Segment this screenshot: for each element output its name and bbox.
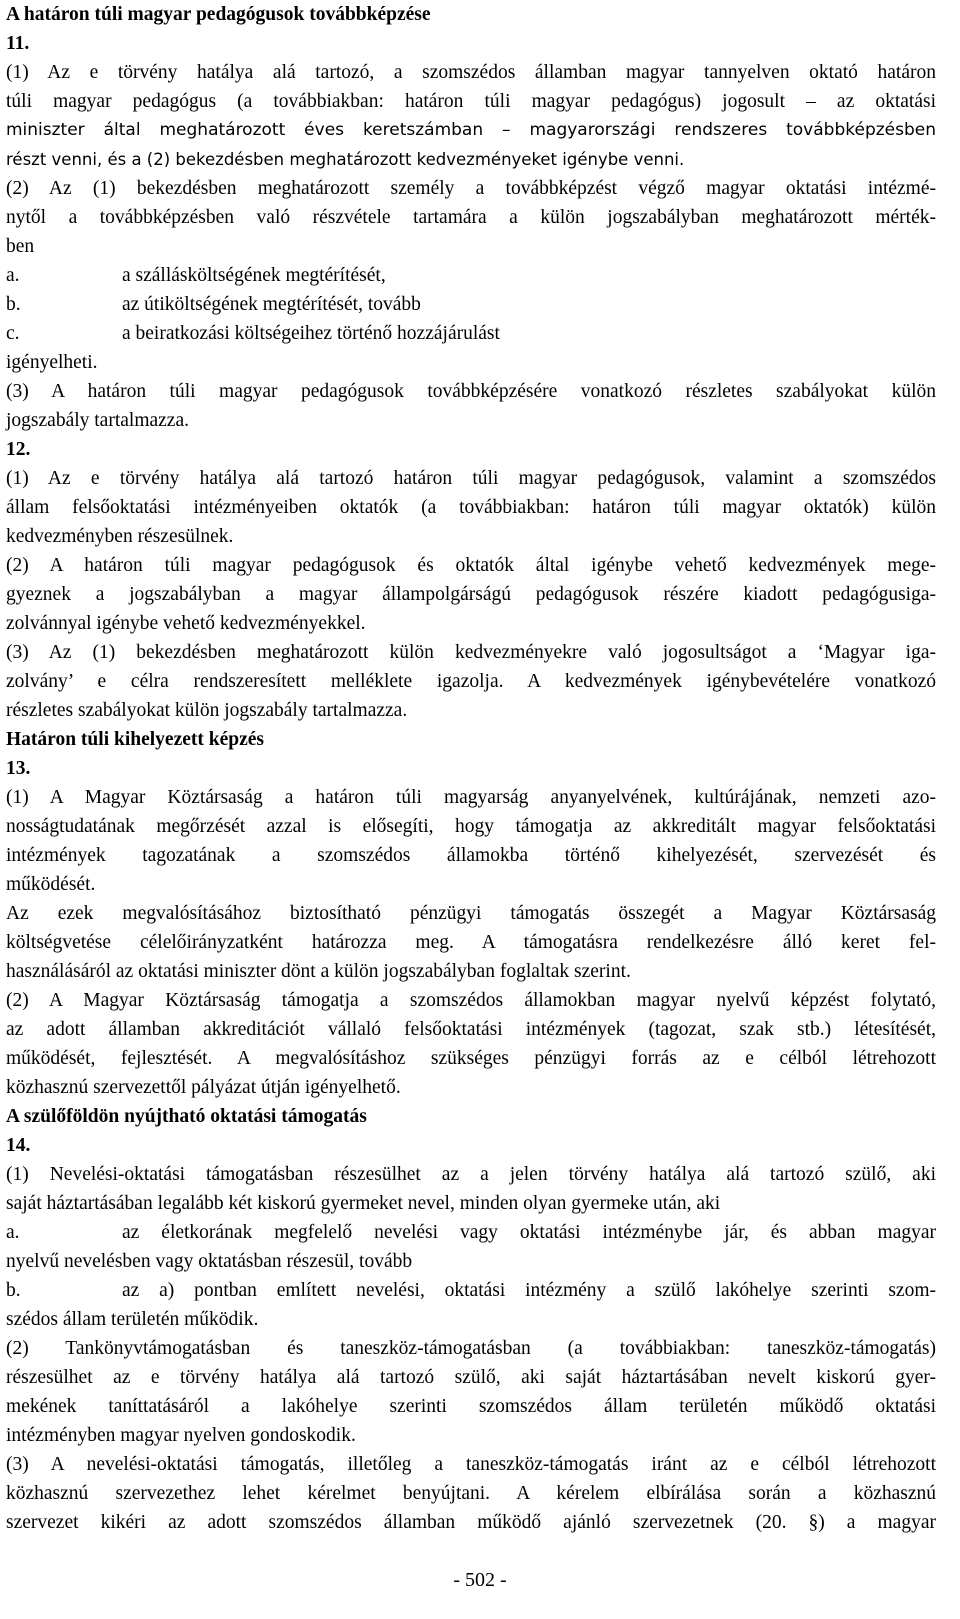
text-line: állam felsőoktatási intézményeiben oktatók (a továbbiakban: határon túli magyar oktatók) külön [6,497,936,518]
text-line: intézmények tagozatának a szomszédos államokba történő kihelyezését, szervezését és [6,845,936,866]
text-line: Az ezek megvalósításához biztosítható pénzügyi támogatás összegét a Magyar Köztársaság [6,903,936,924]
text-line: költségvetése célelőirányzatként határozza meg. A támogatásra rendelkezésre álló keret fel- [6,932,936,953]
text-line: (2) A határon túli magyar pedagógusok és oktatók által igénybe vehető kedvezmények mege- [6,555,936,576]
list-item-label: b. [6,1280,21,1301]
text-line: közhasznú szervezettől pályázat útján igényelhető. [6,1077,401,1098]
list-item [6,319,936,348]
text-line: igényelheti. [6,352,98,373]
text-line: (1) Az e törvény hatálya alá tartozó határon túli magyar pedagógusok, valamint a szomszédos [6,468,936,489]
section-heading: A szülőföldön nyújtható oktatási támogatás [6,1106,367,1127]
page-number: - 502 - [453,1569,507,1591]
text-line: részt venni, és a (2) bekezdésben meghatározott kedvezményeket igénybe venni. [6,150,685,169]
text-line: miniszter által meghatározott éves keretszámban – magyarországi rendszeres továbbképzésben [6,120,936,140]
list-item-continuation: szédos állam területén működik. [6,1309,259,1330]
text-line: (2) Tankönyvtámogatásban és taneszköz-támogatásban (a továbbiakban: taneszköz-támogatás) [6,1338,936,1359]
text-line: (1) Nevelési-oktatási támogatásban részesülhet az a jelen törvény hatálya alá tartozó szülő, aki [6,1164,936,1185]
text-line: kedvezményben részesülnek. [6,526,234,547]
list-item-continuation: nyelvű nevelésben vagy oktatásban részesül, tovább [6,1251,413,1272]
section-heading: A határon túli magyar pedagógusok továbbképzése [6,4,431,25]
list-item [6,290,936,319]
text-line: (2) A Magyar Köztársaság támogatja a szomszédos államokban magyar nyelvű képzést folytató, [6,990,936,1011]
list-item-label: b. [6,294,21,315]
list-item-text: a beiratkozási költségeihez történő hozzájárulást [122,323,500,344]
text-line: (1) A Magyar Köztársaság a határon túli magyarság anyanyelvének, kultúrájának, nemzeti azo- [6,787,936,808]
text-line: (3) A nevelési-oktatási támogatás, illetőleg a taneszköz-támogatás iránt az e célból létrehozott [6,1454,936,1475]
document-page [6,0,936,1537]
list-item-text: a szállásköltségének megtérítését, [122,265,386,286]
list-item [6,261,936,290]
text-line: mekének taníttatásáról a lakóhelye szerinti szomszédos állam területén működő oktatási [6,1396,936,1417]
text-line: intézményben magyar nyelven gondoskodik. [6,1425,356,1446]
text-line: (3) Az (1) bekezdésben meghatározott külön kedvezményekre való jogosultságot a ‘Magyar iga- [6,642,936,663]
list-item-text: az útiköltségének megtérítését, tovább [122,294,421,315]
list-item-label: a. [6,1222,20,1243]
text-line: használásáról az oktatási miniszter dönt a külön jogszabályban foglaltak szerint. [6,961,631,982]
list-item-text: az életkorának megfelelő nevelési vagy oktatási intézménybe jár, és abban magyar [122,1222,936,1243]
text-line: zolvány’ e célra rendszeresített melléklete igazolja. A kedvezmények igénybevételére vonatkozó [6,671,936,692]
text-line: gyeznek a jogszabályban a magyar állampolgárságú pedagógusok részére kiadott pedagógusiga- [6,584,936,605]
text-line: szervezet kikéri az adott szomszédos államban működő ajánló szervezetnek (20. §) a magyar [6,1512,936,1533]
text-line: jogszabály tartalmazza. [6,410,189,431]
text-line: részletes szabályokat külön jogszabály tartalmazza. [6,700,408,721]
text-line: zolvánnyal igénybe vehető kedvezményekkel. [6,613,366,634]
list-item-label: a. [6,265,20,286]
text-line: saját háztartásában legalább két kiskorú gyermeket nevel, minden olyan gyermeke után, aki [6,1193,721,1214]
text-line: (3) A határon túli magyar pedagógusok továbbképzésére vonatkozó részletes szabályokat külön [6,381,936,402]
text-line: (2) Az (1) bekezdésben meghatározott személy a továbbképzést végző magyar oktatási intézmé- [6,178,936,199]
list-item-text: az a) pontban említett nevelési, oktatási intézmény a szülő lakóhelye szerinti szom- [122,1280,936,1301]
text-line: nytől a továbbképzésben való részvétele tartamára a külön jogszabályban meghatározott mérték- [6,207,936,228]
list-item [6,1276,936,1305]
text-line: túli magyar pedagógus (a továbbiakban: határon túli magyar pedagógus) jogosult – az oktatási [6,91,936,112]
text-line: (1) Az e törvény hatálya alá tartozó, a szomszédos államban magyar tannyelven oktató határon [6,62,936,83]
paragraph-number: 13. [6,758,31,779]
paragraph-number: 14. [6,1135,31,1156]
text-line: működését, fejlesztését. A megvalósításhoz szükséges pénzügyi forrás az e célból létrehozott [6,1048,936,1069]
section-heading: Határon túli kihelyezett képzés [6,729,264,750]
text-line: az adott államban akkreditációt vállaló felsőoktatási intézmények (tagozat, szak stb.) létesítését, [6,1019,936,1040]
text-line: közhasznú szervezethez lehet kérelmet benyújtani. A kérelem elbírálása során a közhasznú [6,1483,936,1504]
text-line: nosságtudatának megőrzését azzal is elősegíti, hogy támogatja az akkreditált magyar felsőoktatási [6,816,936,837]
text-line: ben [6,236,35,257]
list-item [6,1218,936,1247]
list-item-label: c. [6,323,20,344]
text-line: működését. [6,874,96,895]
paragraph-number: 12. [6,439,31,460]
paragraph-number: 11. [6,33,30,54]
text-line: részesülhet az e törvény hatálya alá tartozó szülő, aki saját háztartásában nevelt kiskorú gyer- [6,1367,936,1388]
